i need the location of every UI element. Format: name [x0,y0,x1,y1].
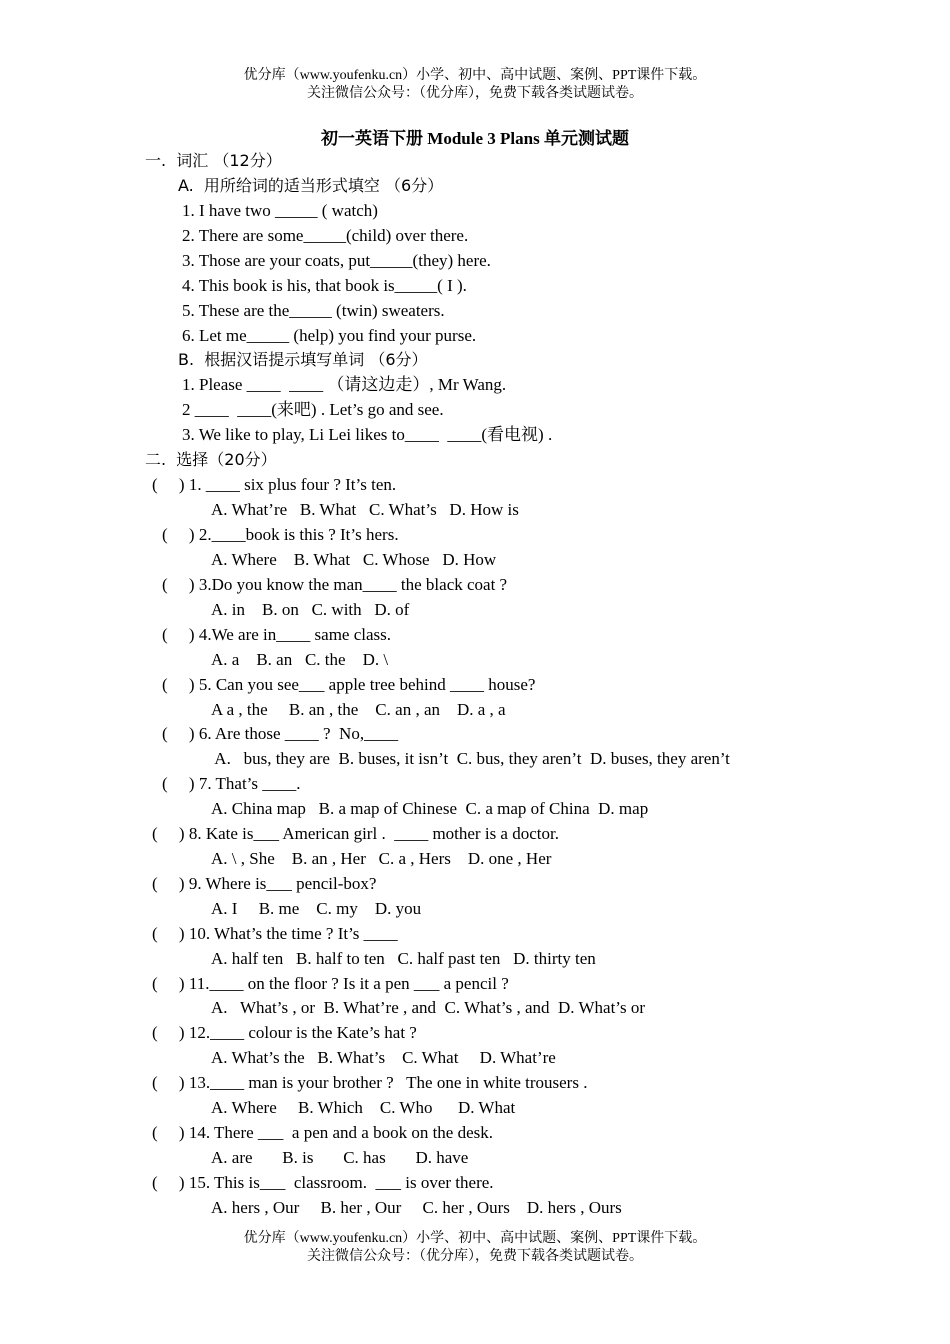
question-line: ( ) 14. There ___ a pen and a book on the desk. [152,1123,494,1142]
options-line: A. bus, they are B. buses, it isn’t C. bus, they aren’t D. buses, they aren’t [211,749,730,768]
partA-item: 5. These are the_____ (twin) sweaters. [182,301,445,320]
options-line: A. in B. on C. with D. of [211,600,410,619]
question-line: ( ) 1. ____ six plus four ? It’s ten. [152,475,397,494]
partA-item: 2. There are some_____(child) over there. [182,226,469,245]
question-line: ( ) 6. Are those ____ ? No,____ [162,724,399,743]
options-line: A. \ , She B. an , Her C. a , Hers D. one , Her [211,849,552,868]
partB-heading: B. 根据汉语提示填写单词 （6分） [178,350,428,369]
question-line: ( ) 13.____ man is your brother ? The one in white trousers . [152,1073,588,1092]
question-line: ( ) 3.Do you know the man____ the black coat ? [162,575,508,594]
partB-item: 3. We like to play, Li Lei likes to____ ____(看电视) . [182,425,553,444]
partA-item: 4. This book is his, that book is_____( I ). [182,276,467,295]
question-line: ( ) 9. Where is___ pencil-box? [152,874,377,893]
options-line: A. Where B. What C. Whose D. How [211,550,497,569]
options-line: A. I B. me C. my D. you [211,899,422,918]
question-line: ( ) 15. This is___ classroom. ___ is over there. [152,1173,494,1192]
options-line: A. are B. is C. has D. have [211,1148,469,1167]
options-line: A. What’s the B. What’s C. What D. What’re [211,1048,556,1067]
options-line: A a , the B. an , the C. an , an D. a , a [211,700,506,719]
question-line: ( ) 10. What’s the time ? It’s ____ [152,924,398,943]
footer-line-1: 优分库（www.youfenku.cn）小学、初中、高中试题、案例、PPT课件下载。 [243,1231,707,1246]
footer-line-2: 关注微信公众号：（优分库），免费下载各类试题试卷。 [307,1249,643,1264]
options-line: A. a B. an C. the D. \ [211,650,389,669]
page-title: 初一英语下册 Module 3 Plans 单元测试题 [321,129,629,148]
partA-item: 1. I have two _____ ( watch) [182,201,378,220]
section1-heading: 一. 词汇 （12分） [145,151,282,170]
options-line: A. What’s , or B. What’re , and C. What’s , and D. What’s or [211,998,646,1017]
header-line-2: 关注微信公众号：（优分库），免费下载各类试题试卷。 [307,86,643,101]
options-line: A. half ten B. half to ten C. half past ten D. thirty ten [211,949,596,968]
options-line: A. Where B. Which C. Who D. What [211,1098,516,1117]
partA-item: 6. Let me_____ (help) you find your purse. [182,326,477,345]
partB-item: 2 ____ ____(来吧) . Let’s go and see. [182,400,444,419]
options-line: A. hers , Our B. her , Our C. her , Ours D. hers , Ours [211,1198,622,1217]
question-line: ( ) 4.We are in____ same class. [162,625,392,644]
partA-item: 3. Those are your coats, put_____(they) here. [182,251,491,270]
options-line: A. China map B. a map of Chinese C. a map of China D. map [211,799,649,818]
question-line: ( ) 2.____book is this ? It’s hers. [162,525,399,544]
question-line: ( ) 8. Kate is___ American girl . ____ mother is a doctor. [152,824,559,843]
options-line: A. What’re B. What C. What’s D. How is [211,500,519,519]
question-line: ( ) 7. That’s ____. [162,774,301,793]
partB-item: 1. Please ____ ____ （请这边走）, Mr Wang. [182,375,507,394]
question-line: ( ) 5. Can you see___ apple tree behind ____ house? [162,675,536,694]
question-line: ( ) 12.____ colour is the Kate’s hat ? [152,1023,417,1042]
header-line-1: 优分库（www.youfenku.cn）小学、初中、高中试题、案例、PPT课件下载。 [243,68,707,83]
question-line: ( ) 11.____ on the floor ? Is it a pen ___ a pencil ? [152,974,509,993]
section2-heading: 二. 选择（20分） [145,450,277,469]
partA-heading: A. 用所给词的适当形式填空 （6分） [178,176,444,195]
